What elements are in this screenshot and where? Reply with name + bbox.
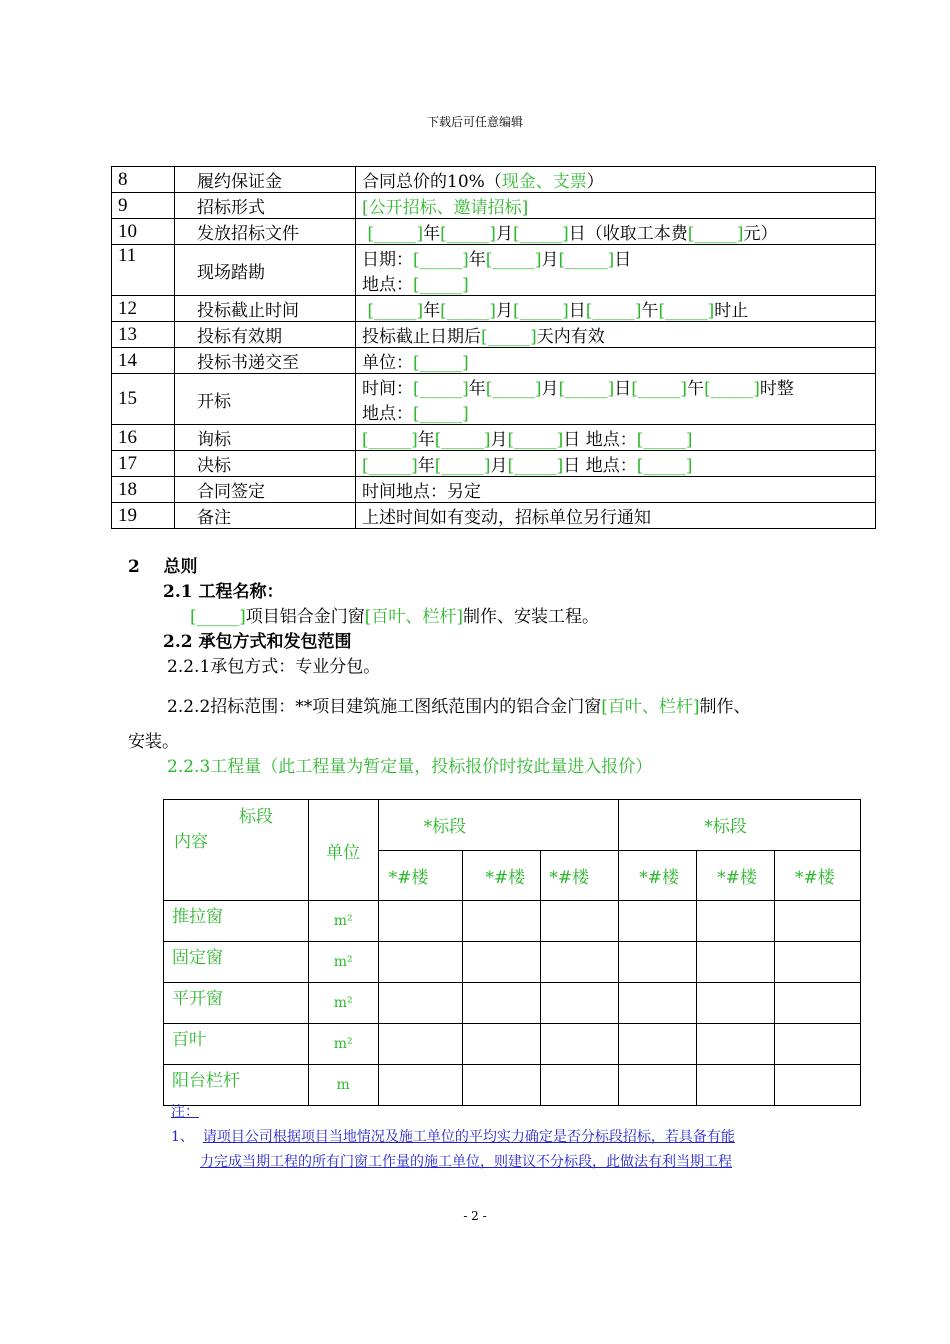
schedule-table [111, 166, 876, 529]
section-2-heading: 2 总则 [128, 557, 198, 577]
table-row [112, 296, 876, 322]
row-number: 18 [112, 477, 175, 503]
item-unit: m [308, 1065, 378, 1106]
row-content: [_____]年[_____]月[_____]日 地点：[_____] [356, 425, 876, 451]
unit-header: 单位 [308, 800, 378, 901]
row-number: 12 [112, 296, 175, 322]
row-content: 单位：[_____] [356, 348, 876, 374]
row-content: 时间：[_____]年[_____]月[_____]日[_____]午[_____]时整 地点：[_____] [356, 374, 876, 425]
note-1: 1、 请项目公司根据项目当地情况及施工单位的平均实力确定是否分标段招标，若具备有能 [171, 1129, 735, 1145]
row-item: 投标书递交至 [175, 348, 356, 374]
row-content: 投标截止日期后[_____]天内有效 [356, 322, 876, 348]
section-2-2-1: 2.2.1承包方式：专业分包。 [167, 657, 381, 677]
row-content: 日期：[_____]年[_____]月[_____]日 地点：[_____] [356, 245, 876, 296]
table-row [112, 425, 876, 451]
item-name: 推拉窗 [164, 901, 309, 942]
section-2-2-3: 2.2.3工程量（此工程量为暂定量，投标报价时按此量进入报价） [167, 757, 653, 777]
row-number: 16 [112, 425, 175, 451]
row-item: 招标形式 [175, 193, 356, 219]
row-content: 上述时间如有变动，招标单位另行通知 [356, 503, 876, 529]
item-unit: m² [308, 983, 378, 1024]
row-content: [_____]年[_____]月[_____]日 地点：[_____] [356, 451, 876, 477]
item-unit: m² [308, 1024, 378, 1065]
row-number: 15 [112, 374, 175, 425]
item-unit: m² [308, 901, 378, 942]
row-item: 发放招标文件 [175, 219, 356, 245]
table-row [112, 503, 876, 529]
item-name: 固定窗 [164, 942, 309, 983]
row-item: 投标截止时间 [175, 296, 356, 322]
row-number: 10 [112, 219, 175, 245]
section-2-2-heading: 2.2 承包方式和发包范围 [163, 632, 352, 652]
row-number: 19 [112, 503, 175, 529]
building-header: *#楼 [541, 850, 619, 901]
section-2-1-heading: 2.1 工程名称： [163, 582, 284, 602]
item-name: 阳台栏杆 [164, 1065, 309, 1106]
row-number: 11 [112, 245, 175, 296]
quantity-table [163, 799, 861, 1106]
table-row [112, 451, 876, 477]
table-row [112, 322, 876, 348]
item-name: 平开窗 [164, 983, 309, 1024]
building-header: *#楼 [775, 850, 861, 901]
row-number: 14 [112, 348, 175, 374]
table-row [164, 901, 861, 942]
item-unit: m² [308, 942, 378, 983]
table-row [112, 193, 876, 219]
building-header: *#楼 [619, 850, 697, 901]
row-content: [_____]年[_____]月[_____]日[_____]午[_____]时止 [356, 296, 876, 322]
building-header: *#楼 [697, 850, 775, 901]
row-number: 8 [112, 167, 175, 193]
row-content: [_____]年[_____]月[_____]日（收取工本费[_____]元） [356, 219, 876, 245]
building-header: *#楼 [378, 850, 463, 901]
section-b-header: *标段 [619, 800, 861, 851]
section-2-2-2-cont: 安装。 [128, 732, 179, 752]
item-name: 百叶 [164, 1024, 309, 1065]
table-row [112, 348, 876, 374]
row-item: 询标 [175, 425, 356, 451]
table-row [112, 245, 876, 296]
row-item: 开标 [175, 374, 356, 425]
section-2-2-2: 2.2.2招标范围：**项目建筑施工图纸范围内的铝合金门窗[百叶、栏杆]制作、 [167, 697, 751, 717]
row-content: [公开招标、邀请招标] [356, 193, 876, 219]
table-row [164, 1024, 861, 1065]
page-header: 下载后可任意编辑 [426, 115, 523, 129]
table-row [112, 374, 876, 425]
row-item: 备注 [175, 503, 356, 529]
row-item: 决标 [175, 451, 356, 477]
note-label: 注： [171, 1104, 199, 1120]
table-row [112, 219, 876, 245]
page-number: - 2 - [463, 1209, 487, 1223]
table-row [164, 983, 861, 1024]
building-header: *#楼 [463, 850, 541, 901]
row-item: 履约保证金 [175, 167, 356, 193]
row-content: 合同总价的10%（现金、支票） [356, 167, 876, 193]
table-row [164, 942, 861, 983]
row-number: 9 [112, 193, 175, 219]
row-number: 13 [112, 322, 175, 348]
corner-cell: 标段 内容 [164, 800, 309, 901]
table-row [164, 1065, 861, 1106]
row-item: 合同签定 [175, 477, 356, 503]
note-1-cont: 力完成当期工程的所有门窗工作量的施工单位，则建议不分标段，此做法有利当期工程 [200, 1154, 732, 1170]
table-row [112, 167, 876, 193]
table-row [112, 477, 876, 503]
row-item: 投标有效期 [175, 322, 356, 348]
section-a-header: *标段 [378, 800, 619, 851]
row-number: 17 [112, 451, 175, 477]
row-item: 现场踏勘 [175, 245, 356, 296]
row-content: 时间地点：另定 [356, 477, 876, 503]
project-name-line: [_____]项目铝合金门窗[百叶、栏杆]制作、安装工程。 [190, 607, 600, 627]
